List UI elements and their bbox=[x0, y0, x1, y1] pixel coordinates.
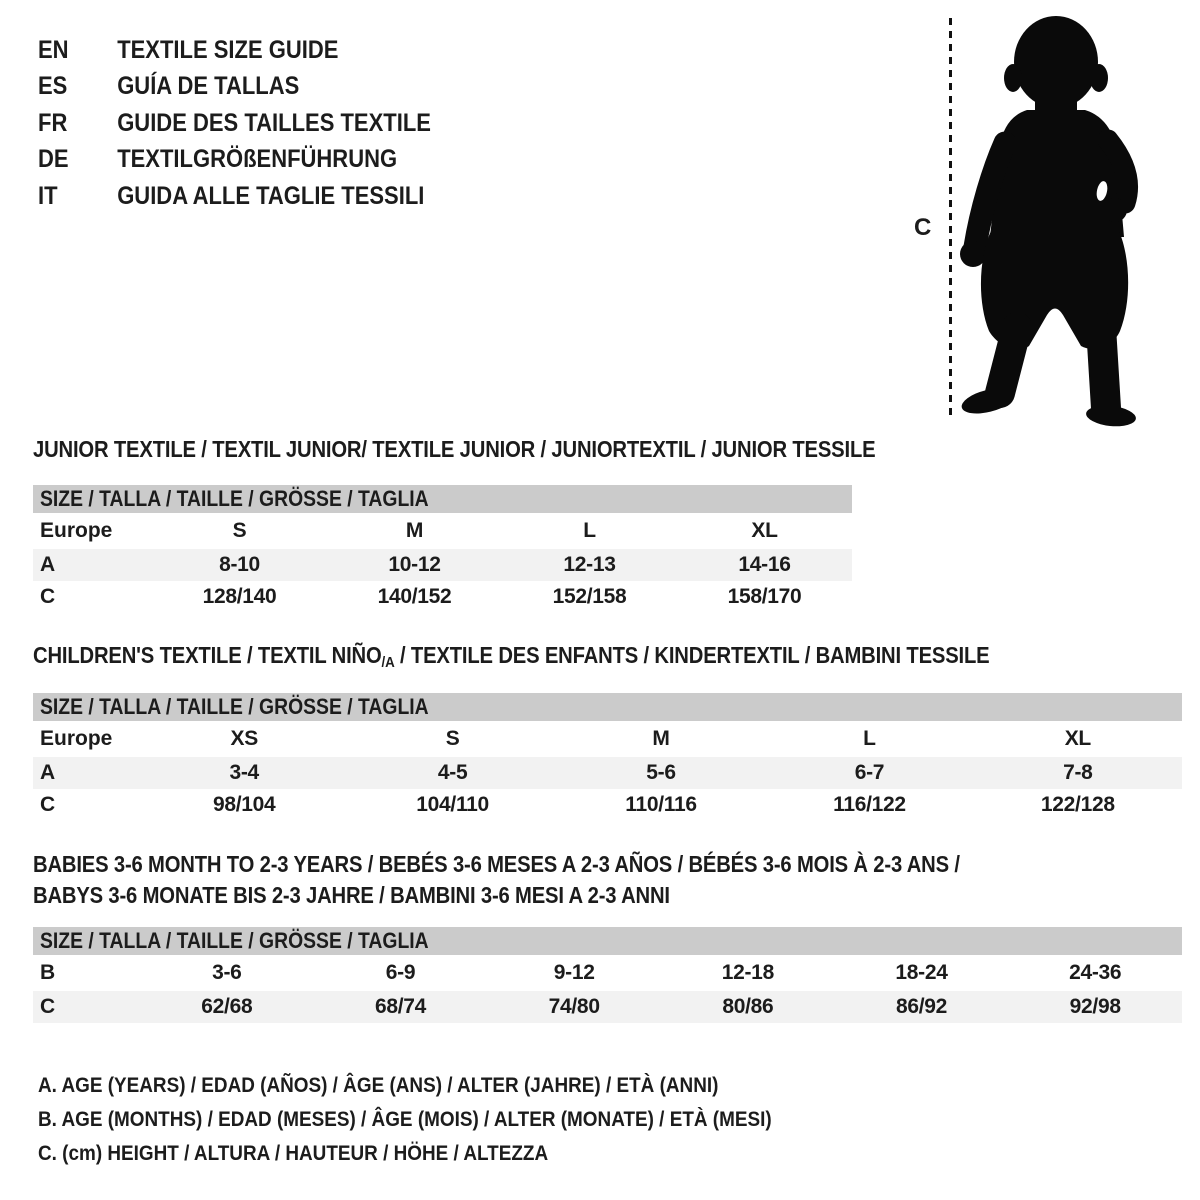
language-row bbox=[38, 142, 431, 179]
toddler-silhouette bbox=[959, 16, 1137, 429]
table-cell: 104/110 bbox=[416, 793, 489, 816]
size-header-band bbox=[33, 485, 852, 513]
table-cell: 8-10 bbox=[219, 553, 260, 576]
row-label: A bbox=[40, 553, 56, 576]
table-cell: L bbox=[863, 727, 876, 750]
language-row bbox=[38, 69, 431, 106]
table-row bbox=[33, 757, 1182, 789]
table-cell: 98/104 bbox=[212, 793, 276, 816]
table-row bbox=[33, 789, 1182, 821]
size-header-label: SIZE / TALLA / TAILLE / GRÖSSE / TAGLIA bbox=[40, 928, 429, 953]
legend-line-b: B. AGE (MONTHS) / EDAD (MESES) / ÂGE (MOIS) / ALTER (MONATE) / ETÀ (MESI) bbox=[38, 1106, 772, 1131]
table-row bbox=[33, 991, 1182, 1023]
size-header-label: SIZE / TALLA / TAILLE / GRÖSSE / TAGLIA bbox=[40, 694, 429, 719]
table-cell: S bbox=[445, 727, 460, 750]
language-label: GUÍA DE TALLAS bbox=[117, 72, 300, 101]
table-cell: XS bbox=[230, 727, 258, 750]
language-row bbox=[38, 32, 431, 69]
table-cell: XL bbox=[1064, 727, 1091, 750]
table-cell: 128/140 bbox=[202, 585, 277, 608]
legend bbox=[38, 1068, 872, 1170]
table-row bbox=[33, 581, 852, 613]
language-row bbox=[38, 178, 431, 215]
row-label: C bbox=[40, 585, 56, 608]
table-cell: 12-13 bbox=[563, 553, 616, 576]
language-code: FR bbox=[38, 108, 68, 137]
table-cell: 3-6 bbox=[212, 961, 242, 984]
table-cell: 116/122 bbox=[833, 793, 906, 816]
table-cell: 80/86 bbox=[722, 995, 774, 1018]
language-code: DE bbox=[38, 145, 69, 174]
size-header-band bbox=[33, 927, 1182, 955]
size-header-band bbox=[33, 693, 1182, 721]
table-cell: 110/116 bbox=[625, 793, 697, 816]
language-label: GUIDA ALLE TAGLIE TESSILI bbox=[117, 181, 425, 210]
table-cell: 12-18 bbox=[721, 961, 774, 984]
table-cell: 122/128 bbox=[1040, 793, 1115, 816]
table-row bbox=[33, 549, 852, 581]
size-header-label: SIZE / TALLA / TAILLE / GRÖSSE / TAGLIA bbox=[40, 486, 429, 511]
row-label: C bbox=[40, 995, 56, 1018]
language-code: IT bbox=[38, 181, 58, 210]
children-section-title: CHILDREN'S TEXTILE / TEXTIL NIÑO/A / TEXTILE DES ENFANTS / KINDERTEXTIL / BAMBINI TESSILE bbox=[33, 642, 990, 671]
table-cell: XL bbox=[751, 519, 778, 542]
table-cell: M bbox=[405, 519, 424, 542]
table-cell: 4-5 bbox=[437, 761, 468, 784]
toddler-silhouette-figure bbox=[905, 5, 1195, 435]
table-cell: 86/92 bbox=[895, 995, 948, 1018]
table-cell: 18-24 bbox=[895, 961, 948, 984]
babies-section-title bbox=[33, 849, 1086, 911]
junior-size-table bbox=[33, 485, 852, 613]
language-code: EN bbox=[38, 35, 69, 64]
row-label: A bbox=[40, 761, 56, 784]
table-cell: S bbox=[232, 519, 247, 542]
language-row bbox=[38, 105, 431, 142]
legend-line-c: C. (cm) HEIGHT / ALTURA / HAUTEUR / HÖHE / ALTEZZA bbox=[38, 1140, 549, 1165]
table-cell: 158/170 bbox=[727, 585, 802, 608]
table-row bbox=[33, 513, 852, 549]
nino-a-suffix: /A bbox=[381, 654, 395, 671]
table-cell: 10-12 bbox=[388, 553, 441, 576]
table-cell: 7-8 bbox=[1063, 761, 1093, 784]
legend-line-a: A. AGE (YEARS) / EDAD (AÑOS) / ÂGE (ANS) / ALTER (JAHRE) / ETÀ (ANNI) bbox=[38, 1072, 719, 1097]
table-cell: M bbox=[652, 727, 670, 750]
row-label: Europe bbox=[40, 519, 113, 542]
row-label: Europe bbox=[40, 727, 113, 750]
table-cell: 92/98 bbox=[1069, 995, 1121, 1018]
table-cell: 140/152 bbox=[377, 585, 452, 608]
table-cell: 6-9 bbox=[385, 961, 416, 984]
junior-section-title: JUNIOR TEXTILE / TEXTIL JUNIOR/ TEXTILE JUNIOR / JUNIORTEXTIL / JUNIOR TESSILE bbox=[33, 436, 876, 462]
language-code: ES bbox=[38, 72, 68, 101]
children-size-table bbox=[33, 693, 1182, 821]
table-row bbox=[33, 721, 1182, 757]
table-row bbox=[33, 955, 1182, 991]
table-cell: 62/68 bbox=[201, 995, 253, 1018]
table-cell: 24-36 bbox=[1069, 961, 1122, 984]
table-cell: L bbox=[583, 519, 596, 542]
table-cell: 9-12 bbox=[553, 961, 595, 984]
table-cell: 6-7 bbox=[854, 761, 885, 784]
height-measure-label: C bbox=[914, 214, 932, 241]
table-cell: 3-4 bbox=[229, 761, 259, 784]
language-list bbox=[38, 32, 485, 215]
babies-title-line1: BABIES 3-6 MONTH TO 2-3 YEARS / BEBÉS 3-6 MESES A 2-3 AÑOS / BÉBÉS 3-6 MOIS À 2-3 ANS / bbox=[33, 851, 960, 877]
language-label: TEXTILGRÖßENFÜHRUNG bbox=[117, 145, 398, 174]
row-label: C bbox=[40, 793, 56, 816]
table-cell: 14-16 bbox=[738, 553, 791, 576]
language-label: TEXTILE SIZE GUIDE bbox=[117, 35, 339, 64]
table-cell: 5-6 bbox=[646, 761, 676, 784]
row-label: B bbox=[40, 961, 56, 984]
babies-title-line2: BABYS 3-6 MONATE BIS 2-3 JAHRE / BAMBINI 3-6 MESI A 2-3 ANNI bbox=[33, 882, 670, 908]
table-cell: 74/80 bbox=[548, 995, 600, 1018]
language-label: GUIDE DES TAILLES TEXTILE bbox=[117, 108, 431, 137]
babies-size-table bbox=[33, 927, 1182, 1023]
table-cell: 68/74 bbox=[374, 995, 427, 1018]
table-cell: 152/158 bbox=[552, 585, 627, 608]
